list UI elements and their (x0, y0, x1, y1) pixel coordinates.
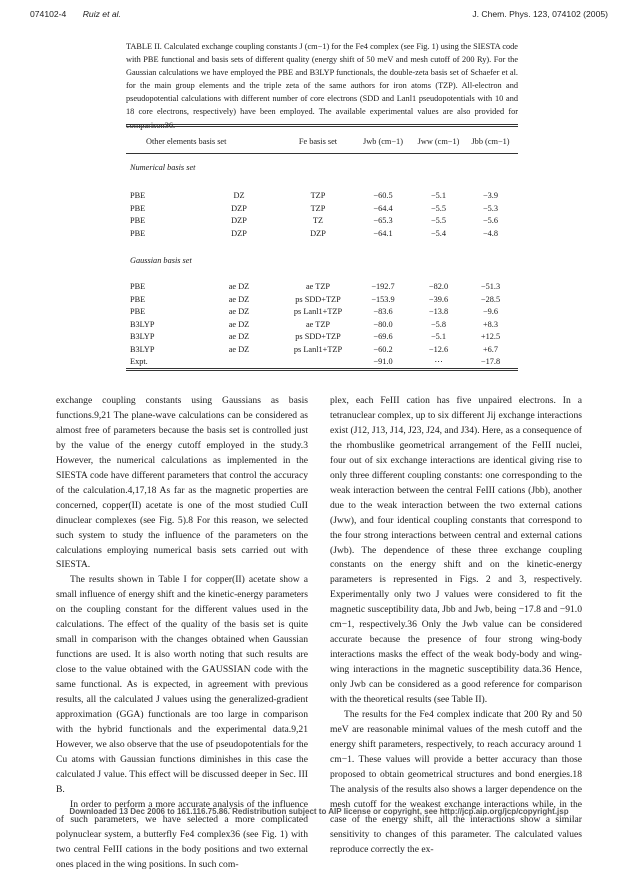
cell-jwb: −64.1 (373, 228, 393, 238)
table-row (126, 306, 518, 318)
download-footer: Downloaded 13 Dec 2006 to 161.116.75.86. Redistribution subject to AIP license or copyright, see http://jcp.aip.org/jcp/copyright.jsp (69, 807, 569, 816)
cell-other-basis: DZ (233, 191, 245, 200)
section-gaussian: Gaussian basis set (130, 256, 192, 265)
cell-other-basis: ae DZ (228, 319, 250, 329)
cell-other-basis: ae DZ (228, 307, 250, 316)
cell-fe-basis: ps SDD+TZP (295, 332, 341, 341)
cell-functional: PBE (130, 191, 146, 200)
cell-other-basis: ae DZ (228, 344, 250, 354)
table-caption: TABLE II. Calculated exchange coupling constants J (cm−1) for the Fe4 complex (see Fig. 1) using the SIESTA code with PBE functional and basis sets of different quality (energy shift of 50 meV and mesh cutoff of 200 Ry). For the Gaussian calculations we have employed the PBE and B3LYP functionals, the double-zeta basis set of Schaefer et al. for the main group elements and the triple zeta of the same authors for iron atoms (TZP). All-electron and pseudopotential calculations with different number of core electrons (SDD and Lanl1 pseudopotentials with 10 and 18 core electrons, respectively) have been employed. The available experimental values are also provided for (126, 42, 518, 117)
table-row (126, 294, 518, 306)
table-row (126, 356, 518, 368)
cell-jww: −5.5 (430, 203, 447, 213)
right-column (330, 394, 582, 858)
cell-jbb: −51.3 (480, 282, 501, 291)
cell-jwb: −80.0 (373, 319, 393, 329)
cell-jbb: +8.3 (482, 319, 499, 329)
right-paragraph-1: plex, each FeIII cation has five unpaired electrons. In a tetranuclear complex, up to six different Jij exchange interactions exist (J12, J13, J14, J23, J24, and J34). Here, as a consequence of the rhombuslike geometrical arrangement of the FeIII nuclei, four out of six exchange interactions are identical giving rise to only three different coupling constants: one corresponding to the weak interaction between the central FeIII cations (Jbb), another due to the weak interaction between the two external cations (Jww), and four identical coupling constants that correspond to the four strong interactions between central and external cations (Jwb). The dependence of these three exchange coupling constants on the energy shift and on the kinetic-energy parameters is represented in Figs. 2 and 3, respectively. Experimentally only two J values were considered to fit the magnetic susceptibility data, Jbb and Jwb, being −17.8 and −91.0 cm−1, respectively.36 Only the Jwb value can be considered accurate because the presence of four strong wing-body interactions masks the effect of the weak body-body and wing-wing interactions in the magnetic susceptibility data.36 Hence, only Jwb can be considered as a good reference for comparison with the theoretical results (see Table II). (330, 395, 582, 706)
cell-functional: Expt. (130, 357, 148, 366)
table-row (126, 281, 518, 293)
table-top-rule (126, 124, 518, 125)
cell-jwb: −69.6 (373, 332, 393, 341)
header-jwb: Jwb (cm−1) (363, 137, 403, 146)
left-paragraph-2: The results shown in Table I for copper(II) acetate show a small influence of energy shift and the kinetic-energy parameters on the coupling constant for the different values used in the calculations. The effect of the quality of the basis set is quite small in comparison with the changes obtained when Gaussian functions are used. It is also worth noting that such results are close to the value obtained with the GAUSSIAN code with the same functional. As is expected, in agreement with previous results, all the calculated J values using the generalized-gradient approximation (GGA) functionals are too large in comparison with the hybrid functionals and the experimental data.9,21 However, we also observe that the use of pseudopotentials for the Cu atoms with Gaussian functions diminishes in this case the calculated J value. This effect will be discussed deeper in Sec. III B. (56, 574, 308, 795)
table-row (126, 344, 518, 356)
cell-jbb: −3.9 (482, 191, 499, 200)
cell-fe-basis: ae TZP (305, 282, 331, 291)
table-header-row (126, 136, 518, 148)
cell-jww: −39.6 (428, 294, 449, 304)
header-other-basis: Other elements basis set (146, 137, 227, 146)
cell-jwb: −65.3 (373, 216, 393, 225)
cell-fe-basis: ps Lanl1+TZP (293, 307, 343, 316)
cell-other-basis: ae DZ (228, 282, 250, 291)
header-left (30, 9, 135, 19)
header-fe-basis: Fe basis set (298, 137, 338, 146)
cell-jwb: −83.6 (373, 307, 393, 316)
cell-jbb: −4.8 (482, 228, 499, 238)
cell-other-basis: DZP (231, 216, 247, 225)
cell-functional: B3LYP (130, 319, 155, 329)
section-numerical: Numerical basis set (130, 163, 196, 172)
cell-jww: −12.6 (428, 344, 449, 354)
cell-fe-basis: DZP (310, 228, 326, 238)
cell-fe-basis: ps SDD+TZP (295, 294, 341, 304)
cell-jwb: −64.4 (373, 203, 393, 213)
cell-fe-basis: ae TZP (305, 319, 331, 329)
left-column (56, 394, 308, 873)
cell-jwb: −60.2 (373, 344, 393, 354)
cell-jww: −82.0 (428, 282, 449, 291)
cell-other-basis: ae DZ (228, 294, 250, 304)
table-row (126, 190, 518, 202)
cell-jbb: −5.3 (482, 203, 499, 213)
cell-fe-basis: TZP (310, 203, 326, 213)
table-row (126, 215, 518, 227)
cell-jbb: −17.8 (480, 357, 501, 366)
cell-jww: −5.8 (430, 319, 447, 329)
cell-other-basis: DZP (231, 228, 247, 238)
cell-jbb: −9.6 (482, 307, 499, 316)
cell-jww: ⋯ (434, 357, 443, 366)
cell-jbb: +12.5 (480, 332, 501, 341)
cell-fe-basis: TZP (310, 191, 326, 200)
cell-other-basis: DZP (231, 203, 247, 213)
cell-jbb: −5.6 (482, 216, 499, 225)
authors: Ruiz et al. (82, 9, 121, 19)
cell-functional: PBE (130, 228, 146, 238)
header-jww: Jww (cm−1) (417, 137, 460, 146)
table-row (126, 228, 518, 240)
cell-jww: −5.4 (430, 228, 447, 238)
table-row (126, 203, 518, 215)
cell-jww: −5.1 (430, 332, 447, 341)
header-jbb: Jbb (cm−1) (471, 137, 510, 146)
cell-jwb: −60.5 (373, 191, 393, 200)
cell-functional: PBE (130, 216, 146, 225)
cell-jwb: −91.0 (373, 357, 393, 366)
journal-citation: J. Chem. Phys. 123, 074102 (2005) (472, 9, 608, 19)
table-top-rule-2 (126, 126, 518, 127)
cell-functional: B3LYP (130, 344, 155, 354)
table-bottom-rule (126, 368, 518, 369)
cell-fe-basis: ps Lanl1+TZP (293, 344, 343, 354)
cell-jwb: −153.9 (371, 294, 395, 304)
cell-fe-basis: TZ (312, 216, 324, 225)
cell-other-basis: ae DZ (228, 332, 250, 341)
right-paragraph-2: The results for the Fe4 complex indicate that 200 Ry and 50 meV are reasonable minimal values of the mesh cutoff and the energy shift parameters, respectively, to reach accuracy around 1 cm−1. These values will provide a better accuracy than those proposed to obtain geometrical structures and bond energies.18 The analysis of the results also shows a larger dependence on the mesh cutoff for the weakest exchange interactions while, in the case of the energy shift, all the interactions show a similar sensitivity to changes of this parameter. The calculated values reproduce correctly the ex- (330, 709, 582, 855)
table-row (126, 319, 518, 331)
table-row (126, 331, 518, 343)
cell-functional: B3LYP (130, 332, 155, 341)
cell-functional: PBE (130, 282, 146, 291)
cell-functional: PBE (130, 203, 146, 213)
running-header (30, 9, 608, 23)
cell-jww: −13.8 (428, 307, 449, 316)
left-paragraph-3: In order to perform a more accurate analysis of the influence of such parameters, we have selected a more complicated polynuclear system, a butterfly Fe4 complex36 (see Fig. 1) with two central FeIII cations in the body positions and two external ones placed in the wing positions. In such com- (56, 798, 308, 870)
article-id: 074102-4 (30, 9, 67, 19)
cell-jww: −5.1 (430, 191, 447, 200)
cell-functional: PBE (130, 294, 146, 304)
cell-functional: PBE (130, 307, 146, 316)
table-bottom-rule-2 (126, 370, 518, 371)
table-header-rule (126, 153, 518, 154)
cell-jbb: +6.7 (482, 344, 499, 354)
cell-jww: −5.5 (430, 216, 447, 225)
left-paragraph-1: exchange coupling constants using Gaussians as basis functions.9,21 The plane-wave calculations can be considered as almost free of parameters because the basis set is controlled just by the value of the energy cutoff employed in the study.3 However, the numerical calculations as implemented in the SIESTA code have different parameters that control the accuracy of the calculation.4,17,18 As far as the magnetic properties are concerned, copper(II) acetate is one of the most studied CuII dinuclear complexes (see Fig. 5).8 For this reason, we selected such system to study the influence of the parameters on the calculations employing numerical basis sets carried out with SIESTA. (56, 395, 308, 571)
cell-jwb: −192.7 (371, 282, 395, 291)
cell-jbb: −28.5 (480, 294, 501, 304)
